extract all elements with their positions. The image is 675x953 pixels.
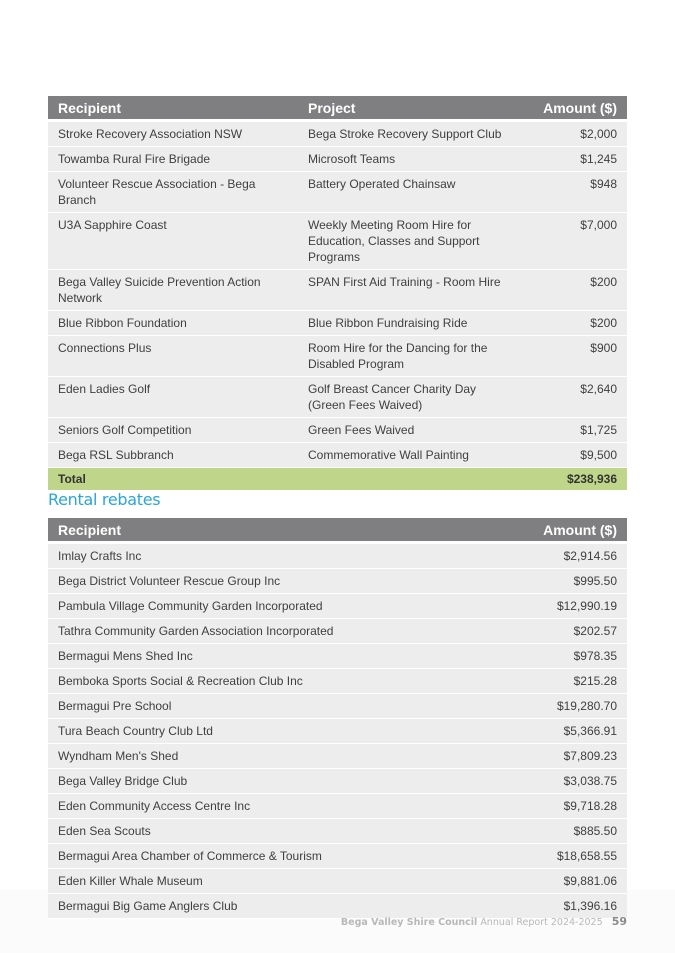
project-cell: Green Fees Waived bbox=[298, 418, 523, 443]
project-cell: Bega Stroke Recovery Support Club bbox=[298, 122, 523, 147]
page-footer bbox=[341, 915, 627, 928]
amount-cell: $948 bbox=[523, 172, 627, 213]
grants-table bbox=[48, 96, 627, 491]
recipient-cell: Imlay Crafts Inc bbox=[48, 544, 487, 569]
amount-cell: $200 bbox=[523, 270, 627, 311]
amount-cell: $885.50 bbox=[487, 819, 627, 844]
amount-cell: $9,881.06 bbox=[487, 869, 627, 894]
recipient-cell: Bermagui Mens Shed Inc bbox=[48, 644, 487, 669]
table-row bbox=[48, 794, 627, 819]
column-header-project: Project bbox=[298, 96, 523, 122]
rental-rebates-table bbox=[48, 518, 627, 919]
amount-cell: $3,038.75 bbox=[487, 769, 627, 794]
recipient-cell: Towamba Rural Fire Brigade bbox=[48, 147, 298, 172]
amount-cell: $9,500 bbox=[523, 443, 627, 468]
amount-cell: $2,000 bbox=[523, 122, 627, 147]
project-cell: Golf Breast Cancer Charity Day (Green Fees Waived) bbox=[298, 377, 523, 418]
amount-cell: $1,245 bbox=[523, 147, 627, 172]
project-cell: Microsoft Teams bbox=[298, 147, 523, 172]
table-row bbox=[48, 418, 627, 443]
amount-cell: $995.50 bbox=[487, 569, 627, 594]
recipient-cell: Bermagui Big Game Anglers Club bbox=[48, 894, 487, 919]
table-row bbox=[48, 336, 627, 377]
amount-cell: $200 bbox=[523, 311, 627, 336]
recipient-cell: Wyndham Men's Shed bbox=[48, 744, 487, 769]
amount-cell: $1,725 bbox=[523, 418, 627, 443]
column-header-recipient: Recipient bbox=[48, 96, 298, 122]
table-row bbox=[48, 569, 627, 594]
recipient-cell: Tathra Community Garden Association Incorporated bbox=[48, 619, 487, 644]
column-header-amount: Amount ($) bbox=[523, 96, 627, 122]
recipient-cell: Pambula Village Community Garden Incorporated bbox=[48, 594, 487, 619]
total-spacer bbox=[298, 468, 523, 491]
footer-report-title: Annual Report 2024-2025 bbox=[480, 917, 603, 928]
amount-cell: $7,000 bbox=[523, 213, 627, 270]
table-header-row bbox=[48, 518, 627, 544]
table-row bbox=[48, 377, 627, 418]
recipient-cell: Bemboka Sports Social & Recreation Club Inc bbox=[48, 669, 487, 694]
project-cell: Commemorative Wall Painting bbox=[298, 443, 523, 468]
amount-cell: $18,658.55 bbox=[487, 844, 627, 869]
amount-cell: $5,366.91 bbox=[487, 719, 627, 744]
table-row bbox=[48, 544, 627, 569]
project-cell: Blue Ribbon Fundraising Ride bbox=[298, 311, 523, 336]
recipient-cell: Eden Sea Scouts bbox=[48, 819, 487, 844]
amount-cell: $215.28 bbox=[487, 669, 627, 694]
recipient-cell: Volunteer Rescue Association - Bega Branch bbox=[48, 172, 298, 213]
table-row bbox=[48, 844, 627, 869]
column-header-amount: Amount ($) bbox=[487, 518, 627, 544]
recipient-cell: Seniors Golf Competition bbox=[48, 418, 298, 443]
amount-cell: $202.57 bbox=[487, 619, 627, 644]
recipient-cell: Bega RSL Subbranch bbox=[48, 443, 298, 468]
table-row bbox=[48, 769, 627, 794]
project-cell: Weekly Meeting Room Hire for Education, Classes and Support Programs bbox=[298, 213, 523, 270]
table-row bbox=[48, 270, 627, 311]
table-header-row bbox=[48, 96, 627, 122]
amount-cell: $978.35 bbox=[487, 644, 627, 669]
amount-cell: $1,396.16 bbox=[487, 894, 627, 919]
amount-cell: $7,809.23 bbox=[487, 744, 627, 769]
project-cell: Battery Operated Chainsaw bbox=[298, 172, 523, 213]
recipient-cell: Eden Ladies Golf bbox=[48, 377, 298, 418]
amount-cell: $9,718.28 bbox=[487, 794, 627, 819]
recipient-cell: Bermagui Pre School bbox=[48, 694, 487, 719]
table-row bbox=[48, 122, 627, 147]
footer-organization: Bega Valley Shire Council bbox=[340, 917, 478, 928]
amount-cell: $19,280.70 bbox=[487, 694, 627, 719]
table-row bbox=[48, 172, 627, 213]
recipient-cell: Eden Killer Whale Museum bbox=[48, 869, 487, 894]
page-number: 59 bbox=[611, 915, 627, 928]
recipient-cell: Bermagui Area Chamber of Commerce & Tourism bbox=[48, 844, 487, 869]
amount-cell: $900 bbox=[523, 336, 627, 377]
amount-cell: $12,990.19 bbox=[487, 594, 627, 619]
table-row bbox=[48, 644, 627, 669]
table-row bbox=[48, 311, 627, 336]
table-row bbox=[48, 594, 627, 619]
recipient-cell: Tura Beach Country Club Ltd bbox=[48, 719, 487, 744]
table-row bbox=[48, 719, 627, 744]
recipient-cell: U3A Sapphire Coast bbox=[48, 213, 298, 270]
table-row bbox=[48, 669, 627, 694]
table-row bbox=[48, 694, 627, 719]
total-label: Total bbox=[48, 468, 298, 491]
section-title-rental-rebates: Rental rebates bbox=[48, 490, 161, 509]
project-cell: SPAN First Aid Training - Room Hire bbox=[298, 270, 523, 311]
table-row bbox=[48, 619, 627, 644]
table-row bbox=[48, 744, 627, 769]
recipient-cell: Bega Valley Bridge Club bbox=[48, 769, 487, 794]
table-row bbox=[48, 819, 627, 844]
table-row bbox=[48, 147, 627, 172]
project-cell: Room Hire for the Dancing for the Disabled Program bbox=[298, 336, 523, 377]
table-row bbox=[48, 869, 627, 894]
recipient-cell: Stroke Recovery Association NSW bbox=[48, 122, 298, 147]
recipient-cell: Bega Valley Suicide Prevention Action Network bbox=[48, 270, 298, 311]
column-header-recipient: Recipient bbox=[48, 518, 487, 544]
recipient-cell: Blue Ribbon Foundation bbox=[48, 311, 298, 336]
amount-cell: $2,914.56 bbox=[487, 544, 627, 569]
total-row bbox=[48, 468, 627, 491]
total-amount: $238,936 bbox=[523, 468, 627, 491]
table-row bbox=[48, 213, 627, 270]
recipient-cell: Connections Plus bbox=[48, 336, 298, 377]
recipient-cell: Bega District Volunteer Rescue Group Inc bbox=[48, 569, 487, 594]
amount-cell: $2,640 bbox=[523, 377, 627, 418]
table-row bbox=[48, 443, 627, 468]
recipient-cell: Eden Community Access Centre Inc bbox=[48, 794, 487, 819]
